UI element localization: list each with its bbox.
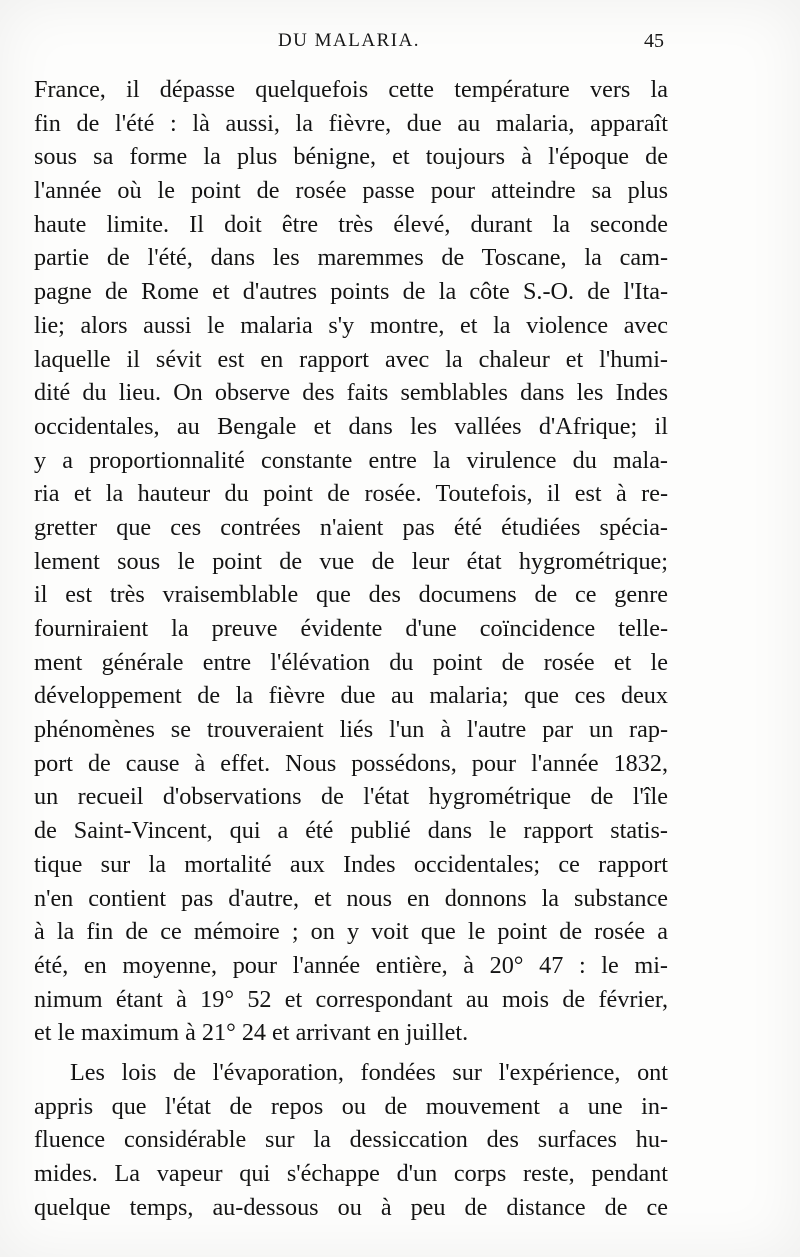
text-line: été, en moyenne, pour l'année entière, à 20° 47 : le mi-	[34, 951, 668, 979]
text-line: il est très vraisemblable que des documens de ce genre	[34, 581, 668, 609]
text-line: pagne de Rome et d'autres points de la côte S.-O. de l'Ita-	[34, 278, 668, 306]
text-line: fourniraient la preuve évidente d'une coïncidence telle-	[34, 615, 668, 642]
text-line: mides. La vapeur qui s'échappe d'un corps reste, pendant	[34, 1160, 668, 1187]
text-line: lie; alors aussi le malaria s'y montre, et la violence avec	[34, 311, 668, 339]
text-line: fluence considérable sur la dessiccation des surfaces hu-	[34, 1126, 668, 1154]
text-line: haute limite. Il doit être très élevé, durant la seconde	[34, 210, 668, 238]
text-line: l'année où le point de rosée passe pour atteindre sa plus	[34, 177, 668, 205]
text-line: port de cause à effet. Nous possédons, pour l'année 1832,	[34, 749, 668, 777]
body-text	[34, 73, 668, 1224]
text-line: ria et la hauteur du point de rosée. Toutefois, il est à re-	[34, 480, 668, 508]
text-line: ment générale entre l'élévation du point de rosée et le	[34, 648, 668, 676]
text-line: lement sous le point de vue de leur état hygrométrique;	[34, 547, 668, 575]
text-line: appris que l'état de repos ou de mouvement a une in-	[34, 1092, 668, 1120]
text-line: un recueil d'observations de l'état hygrométrique de l'île	[34, 783, 668, 811]
text-line: et le maximum à 21° 24 et arrivant en juillet.	[34, 1019, 469, 1047]
text-line: tique sur la mortalité aux Indes occidentales; ce rapport	[34, 850, 668, 878]
text-line: sous sa forme la plus bénigne, et toujours à l'époque de	[34, 143, 668, 171]
text-line: France, il dépasse quelquefois cette température vers la	[34, 76, 668, 103]
text-line: occidentales, au Bengale et dans les vallées d'Afrique; il	[34, 412, 668, 440]
text-line: laquelle il sévit est en rapport avec la chaleur et l'humi-	[34, 345, 668, 373]
page-number: 45	[644, 30, 664, 52]
paragraph	[34, 1056, 668, 1224]
text-line: partie de l'été, dans les maremmes de Toscane, la cam-	[34, 244, 668, 272]
text-line: gretter que ces contrées n'aient pas été étudiées spécia-	[34, 513, 668, 541]
text-line: nimum étant à 19° 52 et correspondant au mois de février,	[34, 985, 668, 1013]
text-line: quelque temps, au-dessous ou à peu de distance de ce	[34, 1193, 668, 1221]
paragraph	[34, 73, 668, 1050]
text-line: fin de l'été : là aussi, la fièvre, due au malaria, apparaît	[34, 109, 668, 137]
text-line: de Saint-Vincent, qui a été publié dans le rapport statis-	[34, 817, 668, 845]
text-line: Les lois de l'évaporation, fondées sur l'expérience, ont	[70, 1058, 668, 1086]
running-head	[34, 30, 664, 62]
text-line: dité du lieu. On observe des faits semblables dans les Indes	[34, 379, 668, 407]
text-line: y a proportionnalité constante entre la virulence du mala-	[34, 446, 668, 474]
text-line: n'en contient pas d'autre, et nous en donnons la substance	[34, 884, 668, 912]
text-line: à la fin de ce mémoire ; on y voit que le point de rosée a	[34, 918, 668, 946]
text-line: développement de la fièvre due au malaria; que ces deux	[34, 682, 668, 710]
running-title: DU MALARIA.	[277, 30, 421, 51]
text-line: phénomènes se trouveraient liés l'un à l'autre par un rap-	[34, 716, 668, 744]
